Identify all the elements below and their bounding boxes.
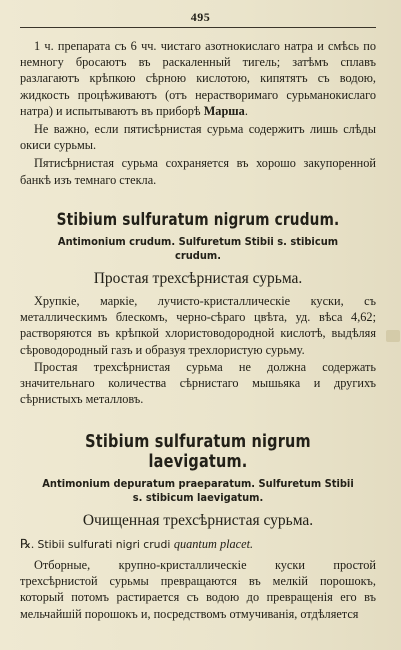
recipe-line [20, 536, 376, 553]
section-laevigatum-synonyms: Antimonium depuratum praeparatum. Sulfuretum Stibii s. stibicum laevigatum. [42, 477, 354, 504]
section-crudum-russian-title: Простая трехсѣрнистая сурьма. [93, 270, 303, 287]
intro-text [20, 38, 376, 188]
recipe-symbol: ℞. [20, 537, 35, 551]
marsh-name: Марша [203, 103, 245, 118]
section-laevigatum-paragraph-1: Отборные, крупно-кристаллическіе куски простой трехсѣрнистой сурьмы превращаются въ мелкій порошокъ, который потомъ растирается съ водою до превращенія его въ мельчайшій порошокъ и, посредствомъ отмучиванія, отдѣляется [20, 558, 376, 621]
intro-paragraph-2: Не важно, если пятисѣрнистая сурьма содержитъ лишь слѣды окиси сурьмы. [20, 122, 376, 153]
intro-paragraph-1-end: . [244, 103, 248, 118]
section-laevigatum-title: Stibium sulfuratum nigrum laevigatum. [85, 432, 311, 472]
section-crudum [20, 210, 376, 407]
section-crudum-synonyms: Antimonium crudum. Sulfuretum Stibii s. stibicum crudum. [57, 235, 339, 262]
header-rule [20, 27, 376, 28]
section-crudum-paragraph-1: Хрупкіе, маркіе, лучисто-кристаллическіе куски, съ металлическимъ блескомъ, черно-сѣраго цвѣта, уд. вѣса 4,62; растворяются въ крѣпкой хлористоводородной кислотѣ, выдѣляя сѣроводородный газъ и образуя трехлористую сурьму. [20, 294, 376, 357]
page-edge-mark [386, 330, 400, 342]
intro-paragraph-1 [20, 38, 376, 119]
section-crudum-paragraph-2: Простая трехсѣрнистая сурьма не должна содержать значительнаго количества сѣрнистаго мышьяка и другихъ сѣрнистыхъ металловъ. [20, 359, 376, 407]
intro-paragraph-3: Пятисѣрнистая сурьма сохраняется въ хорошо закупоренной банкѣ изъ темнаго стекла. [20, 156, 376, 187]
recipe-quantity: quantum placet. [173, 537, 254, 551]
page-number: 495 [190, 10, 211, 24]
section-laevigatum-russian-title: Очищенная трехсѣрнистая сурьма. [82, 512, 314, 529]
recipe-ingredient: Stibii sulfurati nigri crudi [34, 538, 174, 551]
section-crudum-title: Stibium sulfuratum nigrum crudum. [56, 210, 340, 229]
section-laevigatum [20, 432, 376, 622]
intro-paragraph-1-text: 1 ч. препарата съ 6 чч. чистаго азотнокислаго натра и смѣсь по немногу бросаютъ въ раскаленный тигель; затѣмъ сплавъ разлагаютъ крѣпкою сѣрною кислотою, кипятятъ съ водою, жидкость процѣживаютъ (отъ нерастворимаго сурьманокислаго натра) и испытываютъ въ приборѣ [20, 39, 376, 118]
